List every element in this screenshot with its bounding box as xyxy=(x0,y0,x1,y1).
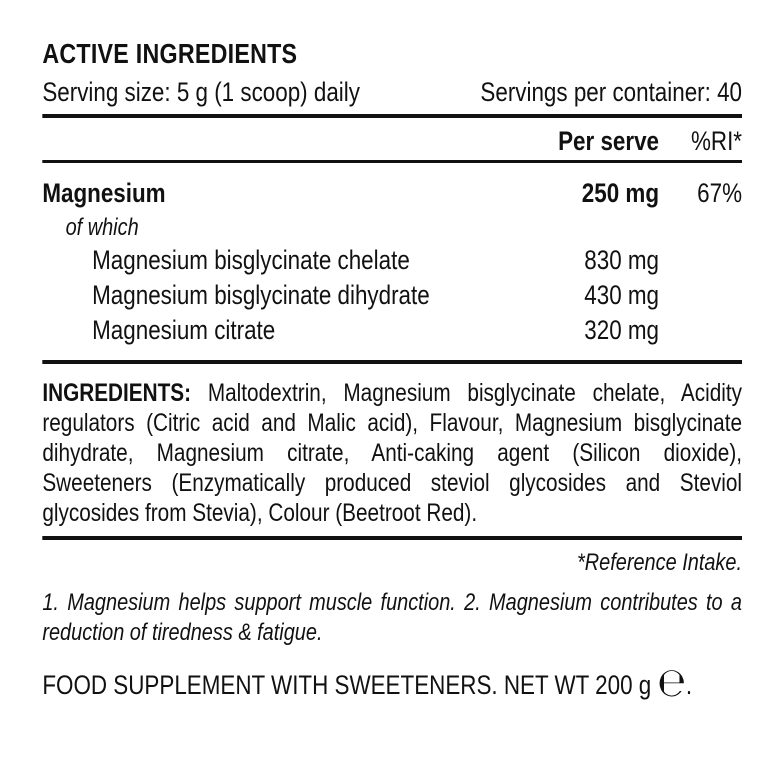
column-header-per-serve: Per serve xyxy=(558,126,660,156)
nutrient-row-magnesium xyxy=(42,179,742,207)
sub-ingredient-ri-spacer xyxy=(659,243,742,278)
nutrient-amount: 250 mg xyxy=(581,178,660,208)
divider-thin-header xyxy=(42,160,742,163)
ingredients-paragraph xyxy=(42,378,742,528)
ingredients-line: regulators (Citric acid and Malic acid), Flavour, Magnesium bisglycinate xyxy=(42,409,743,437)
serving-info-row xyxy=(42,78,742,106)
divider-heavy-bottom xyxy=(42,536,742,540)
sub-ingredient-amount: 320 mg xyxy=(584,315,660,345)
health-claims-line: reduction of tiredness & fatigue. xyxy=(42,619,323,646)
divider-heavy-middle xyxy=(42,360,742,364)
ingredients-label: INGREDIENTS: xyxy=(42,379,192,407)
sub-ingredient-list xyxy=(42,243,742,348)
sub-ingredient-amount: 830 mg xyxy=(584,245,660,275)
ingredients-line-text: Maltodextrin, Magnesium bisglycinate chelate, Acidity xyxy=(207,379,743,407)
servings-per-container-text: Servings per container: 40 xyxy=(480,77,743,107)
sub-ingredient-name: Magnesium citrate xyxy=(92,315,276,345)
food-supplement-text: FOOD SUPPLEMENT WITH SWEETENERS. NET WT 200 g xyxy=(42,670,652,700)
table-header-row xyxy=(42,128,742,154)
sub-ingredient-amount: 430 mg xyxy=(584,280,660,310)
sub-ingredient-row xyxy=(42,243,742,278)
food-supplement-statement xyxy=(42,660,742,706)
table-header-spacer xyxy=(42,128,509,154)
statement-period: . xyxy=(685,670,693,700)
estimated-symbol: ℮ xyxy=(657,660,686,706)
nutrient-name: Magnesium xyxy=(42,178,166,208)
ingredients-line: Sweeteners (Enzymatically produced steviol glycosides and Steviol xyxy=(42,469,743,497)
serving-size-text: Serving size: 5 g (1 scoop) daily xyxy=(42,77,360,107)
health-claims xyxy=(42,588,742,648)
column-header-ri: %RI* xyxy=(690,126,743,156)
sub-ingredient-ri-spacer xyxy=(659,313,742,348)
sub-ingredient-name: Magnesium bisglycinate chelate xyxy=(92,245,410,275)
ingredients-line: dihydrate, Magnesium citrate, Anti-caking agent (Silicon dioxide), xyxy=(42,439,743,467)
ingredients-line xyxy=(42,378,742,408)
sub-ingredient-ri-spacer xyxy=(659,278,742,313)
nutrient-ri-value: 67% xyxy=(697,178,743,208)
label-content xyxy=(0,38,780,706)
sub-ingredient-name: Magnesium bisglycinate dihydrate xyxy=(92,280,430,310)
panel-title: ACTIVE INGREDIENTS xyxy=(42,38,298,69)
of-which-label: of which xyxy=(65,214,139,241)
ingredients-line: glycosides from Stevia), Colour (Beetroot Red). xyxy=(42,499,478,527)
sub-ingredient-row xyxy=(42,278,742,313)
sub-ingredient-row xyxy=(42,313,742,348)
reference-intake-note: *Reference Intake. xyxy=(577,549,743,576)
health-claims-line: 1. Magnesium helps support muscle function. 2. Magnesium contributes to a xyxy=(42,589,743,616)
divider-heavy-top xyxy=(42,114,742,118)
